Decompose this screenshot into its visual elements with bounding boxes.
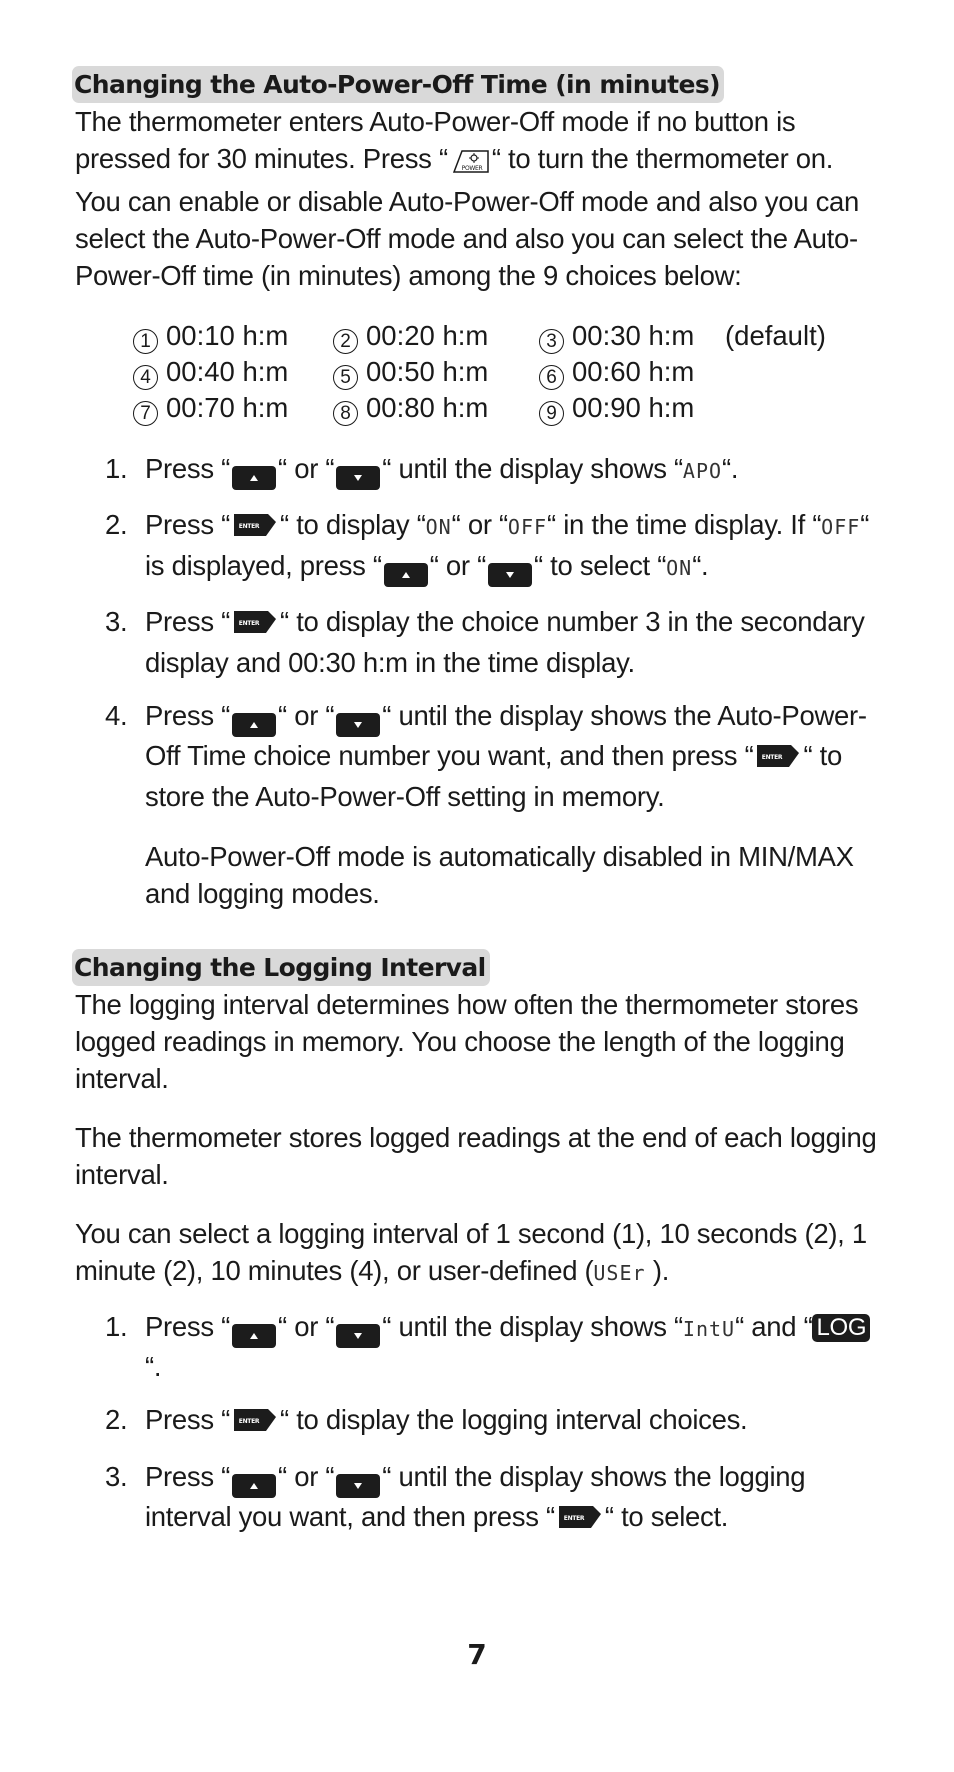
lcd-text: IntU xyxy=(682,1317,736,1341)
enter-icon-label: ENTER xyxy=(563,1515,585,1522)
apo-steps xyxy=(75,450,885,912)
power-icon-label: POWER xyxy=(461,165,483,172)
choice-number: 8 xyxy=(333,401,358,426)
choice-number: 5 xyxy=(333,365,358,390)
section-heading: Changing the Auto-Power-Off Time (in minutes) xyxy=(72,66,724,103)
down-button-icon xyxy=(336,713,380,737)
choice-item: 7 00:70 h:m xyxy=(133,390,333,426)
choice-item: 3 00:30 h:m xyxy=(539,318,725,354)
choice-item: 5 00:50 h:m xyxy=(333,354,539,390)
enter-icon-label: ENTER xyxy=(238,1418,260,1425)
up-button-icon xyxy=(232,466,276,490)
note-paragraph: Auto-Power-Off mode is automatically disabled in MIN/MAX and logging modes. xyxy=(145,841,854,909)
intro-paragraph: The thermometer enters Auto-Power-Off mode if no button is pressed for 30 minutes. Press “ POWER “ to turn the thermometer on. You can enable or disable Auto-Power-Off mode and also you can select the Auto-Power-Off mode and also you can select the Auto-Power-Off time (in minutes) among the 9 choices below: xyxy=(75,106,860,291)
choice-item: 1 00:10 h:m xyxy=(133,318,333,354)
list-item: 3. Press “ “ or “ “ until the display shows the logging interval you want, and then press “ ENTER “ to select. xyxy=(75,1458,885,1539)
up-button-icon xyxy=(232,713,276,737)
choice-number: 6 xyxy=(539,365,564,390)
lcd-text: OFF xyxy=(821,515,861,539)
section-auto-power-off xyxy=(75,66,885,912)
lcd-text: APO xyxy=(682,459,723,483)
list-item: 2. Press “ ENTER “ to display the logging interval choices. xyxy=(75,1401,885,1442)
paragraph: You can select a logging interval of 1 second (1), 10 seconds (2), 1 minute (2), 10 minutes (4), or user-defined (USEr ). xyxy=(75,1218,867,1286)
list-item: 1. Press “ “ or “ “ until the display shows “APO“. xyxy=(75,450,885,490)
lcd-text: OFF xyxy=(507,515,548,539)
choice-number: 2 xyxy=(333,329,358,354)
log-badge: LOG xyxy=(812,1314,870,1342)
list-item: 1. Press “ “ or “ “ until the display shows “IntU“ and “ LOG“. xyxy=(75,1308,885,1385)
choice-item: 9 00:90 h:m xyxy=(539,390,725,426)
down-button-icon xyxy=(336,1324,380,1348)
list-item: 4. Press “ “ or “ “ until the display shows the Auto-Power-Off Time choice number you want, and then press “ ENTER “ to store the Auto-Power-Off setting in memory. xyxy=(105,700,867,812)
choice-item: 6 00:60 h:m xyxy=(539,354,725,390)
list-item: 2. Press “ ENTER “ to display “ON“ or “OFF“ in the time display. If “OFF“ is displayed, press “ “ or “ “ to select “ON“. xyxy=(75,506,885,587)
choice-number: 1 xyxy=(133,329,158,354)
down-button-icon xyxy=(488,563,532,587)
enter-button-icon xyxy=(232,607,278,644)
down-button-icon xyxy=(336,466,380,490)
up-button-icon xyxy=(384,563,428,587)
choice-item: 8 00:80 h:m xyxy=(333,390,539,426)
enter-icon-label: ENTER xyxy=(762,754,783,761)
lcd-text: ON xyxy=(666,556,693,580)
choice-item: 2 00:20 h:m xyxy=(333,318,539,354)
choice-number: 9 xyxy=(539,401,564,426)
up-button-icon xyxy=(232,1324,276,1348)
logging-steps xyxy=(75,1308,885,1539)
enter-button-icon xyxy=(232,1405,278,1442)
section-logging-interval xyxy=(75,949,885,1539)
manual-page xyxy=(75,66,885,1539)
list-item: 3. Press “ ENTER “ to display the choice number 3 in the secondary display and 00:30 h:m in the time display. xyxy=(105,606,865,678)
page-number: 7 xyxy=(467,1638,487,1671)
choice-number: 4 xyxy=(133,365,158,390)
up-button-icon xyxy=(232,1474,276,1498)
down-button-icon xyxy=(336,1474,380,1498)
paragraph: The thermometer stores logged readings at the end of each logging interval. xyxy=(75,1122,877,1190)
power-button-icon xyxy=(450,146,490,183)
lcd-text: USEr xyxy=(593,1261,646,1285)
choice-item: 4 00:40 h:m xyxy=(133,354,333,390)
section-heading: Changing the Logging Interval xyxy=(72,949,490,986)
choices-grid xyxy=(133,318,885,426)
lcd-text: ON xyxy=(425,515,452,539)
choice-number: 3 xyxy=(539,329,564,354)
enter-icon-label: ENTER xyxy=(238,620,260,627)
enter-button-icon xyxy=(557,1502,603,1539)
enter-button-icon xyxy=(232,510,278,547)
enter-icon-label: ENTER xyxy=(238,523,260,530)
choice-number: 7 xyxy=(133,401,158,426)
enter-button-icon xyxy=(755,741,801,778)
default-label: (default) xyxy=(725,320,826,351)
paragraph: The logging interval determines how often the thermometer stores logged readings in memory. You choose the length of the logging interval. xyxy=(75,989,859,1094)
